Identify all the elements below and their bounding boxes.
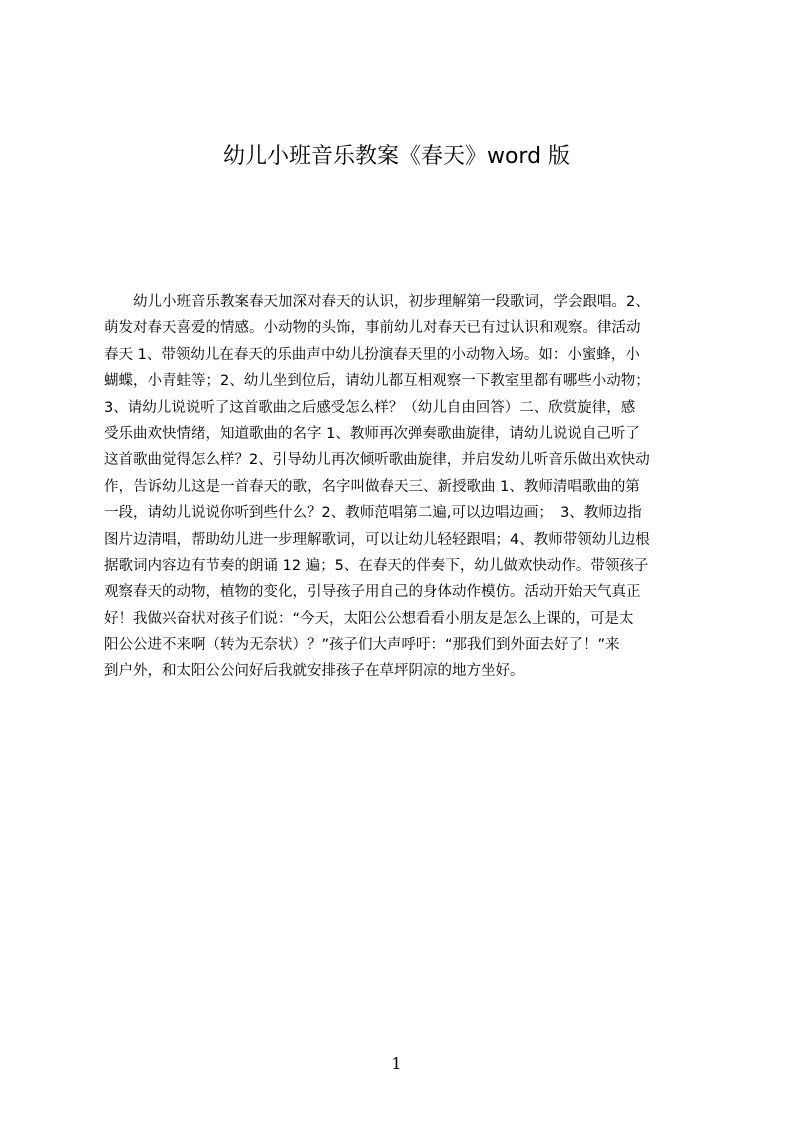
body-line: 据歌词内容边有节奏的朗诵 12 遍；5、在春天的伴奏下，幼儿做欢快动作。带领孩子 bbox=[104, 557, 649, 574]
body-line: 受乐曲欢快情绪，知道歌曲的名字 1、教师再次弹奏歌曲旋律，请幼儿说说自己听了 bbox=[104, 425, 640, 442]
body-line: 一段，请幼儿说说你听到些什么？2、教师范唱第二遍,可以边唱边画； 3、教师边指 bbox=[104, 505, 642, 522]
page-number: 1 bbox=[391, 1054, 402, 1073]
body-line: 阳公公进不来啊（转为无奈状）？”孩子们大声呼吁：“那我们到外面去好了！”来 bbox=[104, 637, 620, 654]
body-line: 蝴蝶，小青蛙等；2、幼儿坐到位后，请幼儿都互相观察一下教室里都有哪些小动物； bbox=[104, 373, 650, 390]
body-line: 春天 1、带领幼儿在春天的乐曲声中幼儿扮演春天里的小动物入场。如：小蜜蜂，小 bbox=[104, 346, 640, 363]
document-title: 幼儿小班音乐教案《春天》word 版 bbox=[222, 144, 571, 169]
body-line: 到户外，和太阳公公问好后我就安排孩子在草坪阴凉的地方坐好。 bbox=[104, 663, 525, 680]
body-line: 观察春天的动物，植物的变化，引导孩子用自己的身体动作模仿。活动开始天气真正 bbox=[104, 584, 641, 601]
document-body bbox=[104, 289, 698, 685]
body-line: 好！我做兴奋状对孩子们说：“今天，太阳公公想看看小朋友是怎么上课的，可是太 bbox=[104, 610, 634, 627]
body-line: 作，告诉幼儿这是一首春天的歌，名字叫做春天三、新授歌曲 1、教师清唱歌曲的第 bbox=[104, 478, 640, 495]
body-line: 这首歌曲觉得怎么样？2、引导幼儿再次倾听歌曲旋律，并启发幼儿听音乐做出欢快动 bbox=[104, 452, 650, 469]
body-line: 幼儿小班音乐教案春天加深对春天的认识，初步理解第一段歌词，学会跟唱。2、 bbox=[104, 294, 650, 310]
body-line: 图片边清唱，帮助幼儿进一步理解歌词，可以让幼儿轻轻跟唱；4、教师带领幼儿边根 bbox=[104, 531, 650, 548]
body-line: 3、请幼儿说说听了这首歌曲之后感受怎么样？（幼儿自由回答）二、欣赏旋律，感 bbox=[104, 399, 636, 416]
body-line: 萌发对春天喜爱的情感。小动物的头饰，事前幼儿对春天已有过认识和观察。律活动 bbox=[104, 320, 641, 337]
